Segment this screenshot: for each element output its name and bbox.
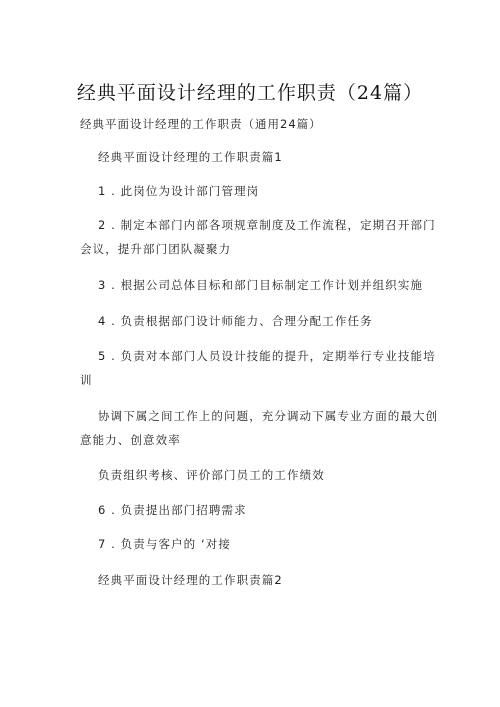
list-item-6: 6 . 负责提出部门招聘需求: [98, 503, 247, 517]
list-item-5-line-2: 训: [80, 373, 93, 387]
list-item-2-line-1: 2 . 制定本部门内部各项规章制度及工作流程，定期召开部门: [98, 218, 436, 232]
section-heading-1: 经典平面设计经理的工作职责篇1: [98, 150, 283, 164]
list-item-1: 1 . 此岗位为设计部门管理岗: [98, 184, 260, 198]
list-item-2-line-2: 会议，提升部门团队凝聚力: [80, 242, 232, 256]
paragraph-coordinate-line-1: 协调下属之间工作上的问题，充分调动下属专业方面的最大创: [98, 409, 439, 423]
list-item-7: 7 . 负责与客户的 ‘对接: [98, 537, 231, 551]
list-item-5-line-1: 5 . 负责对本部门人员设计技能的提升，定期举行专业技能培: [98, 349, 436, 363]
paragraph-evaluation: 负责组织考核、评价部门员工的工作绩效: [98, 468, 325, 482]
paragraph-coordinate-line-2: 意能力、创意效率: [80, 433, 181, 447]
document-subtitle: 经典平面设计经理的工作职责（通用24篇）: [80, 117, 322, 131]
section-heading-2: 经典平面设计经理的工作职责篇2: [98, 573, 283, 587]
list-item-4: 4 . 负责根据部门设计师能力、合理分配工作任务: [98, 314, 373, 328]
document-title: 经典平面设计经理的工作职责（24篇）: [76, 82, 424, 104]
list-item-3: 3 . 根据公司总体目标和部门目标制定工作计划并组织实施: [98, 278, 424, 292]
